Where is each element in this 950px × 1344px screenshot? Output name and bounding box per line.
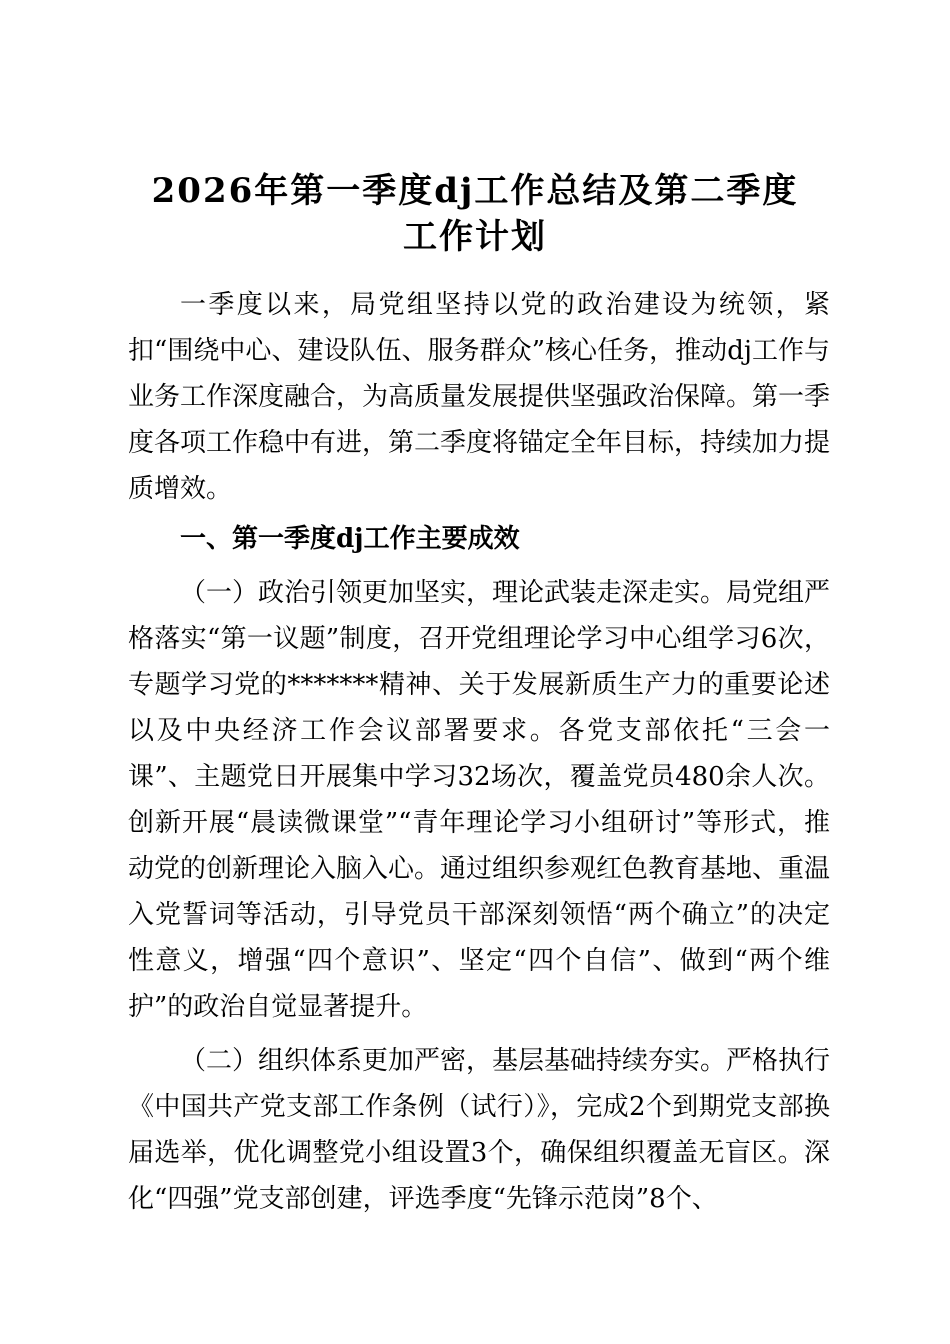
section-1-heading: 一、第一季度dj工作主要成效 <box>180 524 520 554</box>
document-title <box>0 168 950 260</box>
section-1-item-2: （二）组织体系更加严密，基层基础持续夯实。严格执行《中国共产党支部工作条例（试行）》，完成2个到期党支部换届选举，优化调整党小组设置3个，确保组织覆盖无盲区。深化“四强”党支部创建，评选季度“先锋示范岗”8个、 <box>128 1046 831 1214</box>
title-line-1: 2026年第一季度dj工作总结及第二季度 <box>151 171 799 211</box>
document-body <box>128 282 830 1222</box>
title-line-2: 工作计划 <box>403 217 547 257</box>
intro-paragraph: 一季度以来，局党组坚持以党的政治建设为统领，紧扣“围绕中心、建设队伍、服务群众”核心任务，推动dj工作与业务工作深度融合，为高质量发展提供坚强政治保障。第一季度各项工作稳中有进，第二季度将锚定全年目标，持续加力提质增效。 <box>128 290 831 504</box>
section-1-item-1: （一）政治引领更加坚实，理论武装走深走实。局党组严格落实“第一议题”制度，召开党组理论学习中心组学习6次，专题学习党的*******精神、关于发展新质生产力的重要论述以及中央经济工作会议部署要求。各党支部依托“三会一课”、主题党日开展集中学习32场次，覆盖党员480余人次。创新开展“晨读微课堂”“青年理论学习小组研讨”等形式，推动党的创新理论入脑入心。通过组织参观红色教育基地、重温入党誓词等活动，引导党员干部深刻领悟“两个确立”的决定性意义，增强“四个意识”、坚定“四个自信”、做到“两个维护”的政治自觉显著提升。 <box>128 578 831 1022</box>
